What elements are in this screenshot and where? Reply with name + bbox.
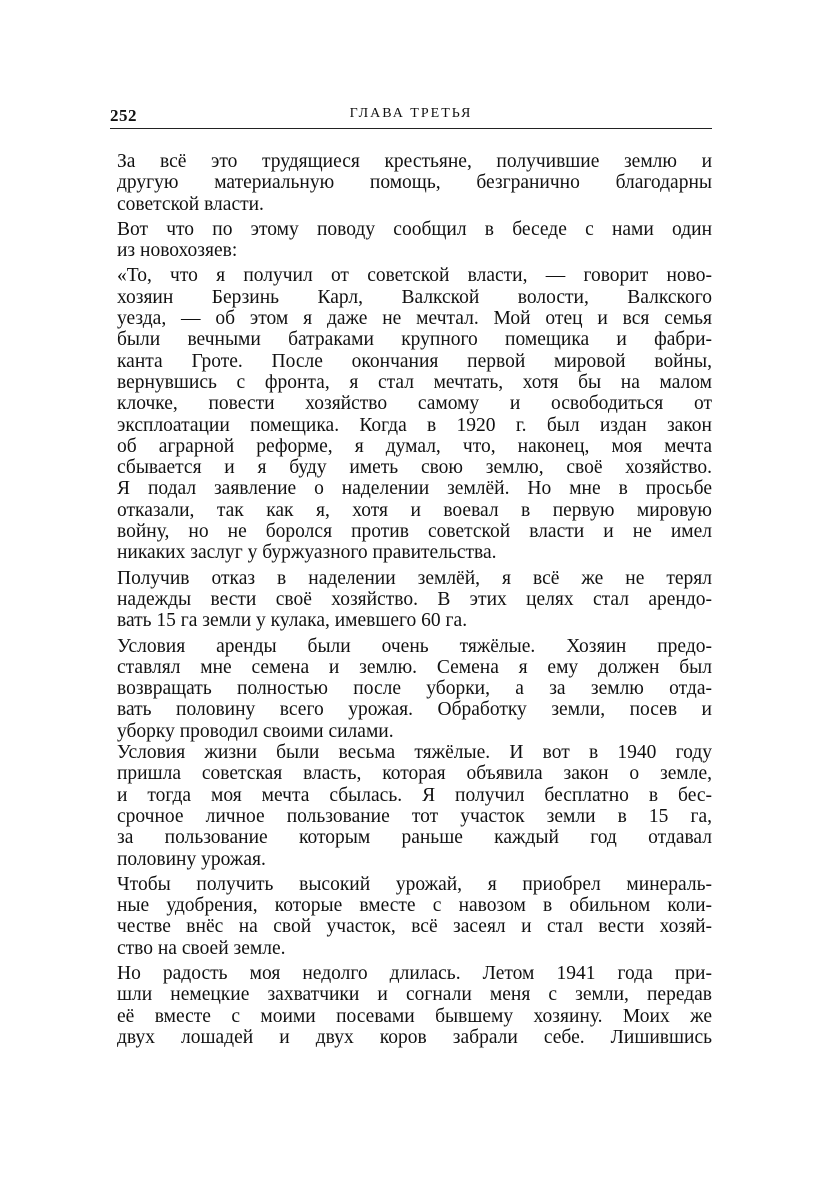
running-title: ГЛАВА ТРЕТЬЯ xyxy=(349,106,473,121)
text-line: двух лошадей и двух коров забрали себе. Лишившись xyxy=(117,1026,712,1048)
text-line: за пользование которым раньше каждый год отдавал xyxy=(117,827,712,849)
text-line: надежды вести своё хозяйство. В этих целях стал арендо- xyxy=(117,588,712,610)
text-line: ставлял мне семена и землю. Семена я ему должен был xyxy=(117,656,712,678)
text-line: уборку проводил своими силами. xyxy=(117,720,394,742)
text-line: честве внёс на свой участок, всё засеял и стал вести хозяй- xyxy=(117,916,712,938)
text-line: вать половину всего урожая. Обработку земли, посев и xyxy=(117,699,712,721)
text-line: Но радость моя недолго длилась. Летом 1941 года при- xyxy=(117,962,712,984)
text-line: отказали, так как я, хотя и воевал в первую мировую xyxy=(117,499,712,521)
text-line: Получив отказ в наделении землёй, я всё же не терял xyxy=(117,567,712,589)
text-line: уезда, — об этом я даже не мечтал. Мой отец и вся семья xyxy=(117,308,712,330)
text-line: ные удобрения, которые вместе с навозом в обильном коли- xyxy=(117,895,712,917)
header-rule xyxy=(110,128,712,129)
text-line: ство на своей земле. xyxy=(117,937,286,959)
text-line: никаких заслуг у буржуазного правительства. xyxy=(117,542,497,564)
text-line: её вместе с моими посевами бывшему хозяину. Моих же xyxy=(117,1005,712,1027)
text-line: эксплоатации помещика. Когда в 1920 г. был издан закон xyxy=(117,414,712,436)
text-line: За всё это трудящиеся крестьяне, получившие землю и xyxy=(117,151,712,172)
text-line: шли немецкие захватчики и согнали меня с земли, передав xyxy=(117,984,712,1006)
paragraph xyxy=(117,151,712,215)
text-line: Условия жизни были весьма тяжёлые. И вот в 1940 году xyxy=(117,742,712,764)
text-line: клочке, повести хозяйство самому и освободиться от xyxy=(117,393,712,415)
text-line: канта Гроте. После окончания первой мировой войны, xyxy=(117,350,712,372)
text-line: срочное личное пользование тот участок земли в 15 га, xyxy=(117,805,712,827)
body-text xyxy=(117,151,712,1048)
text-line: сбывается и я буду иметь свою землю, своё хозяйство. xyxy=(117,457,712,479)
text-line: войну, но не боролся против советской власти и не имел xyxy=(117,521,712,543)
text-line: половину урожая. xyxy=(117,848,266,870)
paragraph xyxy=(117,568,712,632)
text-line: Условия аренды были очень тяжёлые. Хозяин предо- xyxy=(117,635,712,657)
text-line: Я подал заявление о наделении землёй. Но мне в просьбе xyxy=(117,478,712,500)
paragraph xyxy=(117,963,712,1048)
text-line: возвращать полностью после уборки, а за землю отда- xyxy=(117,678,712,700)
paragraph xyxy=(117,636,712,742)
text-line: и тогда моя мечта сбылась. Я получил бесплатно в бес- xyxy=(117,784,712,806)
text-line: из новохозяев: xyxy=(117,240,238,262)
text-line: советской власти. xyxy=(117,193,264,215)
running-head xyxy=(110,104,712,130)
text-line: были вечными батраками крупного помещика и фабри- xyxy=(117,329,712,351)
text-line: вернувшись с фронта, я стал мечтать, хотя бы на малом xyxy=(117,371,712,393)
text-line: Вот что по этому поводу сообщил в беседе с нами один xyxy=(117,218,712,240)
text-line: «То, что я получил от советской власти, — говорит ново- xyxy=(117,265,712,287)
text-line: Чтобы получить высокий урожай, я приобрел минераль- xyxy=(117,873,712,895)
paragraph xyxy=(117,265,712,563)
text-line: вать 15 га земли у кулака, имевшего 60 га. xyxy=(117,610,468,632)
paragraph xyxy=(117,874,712,959)
text-line: пришла советская власть, которая объявила закон о земле, xyxy=(117,763,712,785)
text-line: другую материальную помощь, безгранично благодарны xyxy=(117,172,712,194)
paragraph xyxy=(117,742,712,870)
text-line: хозяин Берзинь Карл, Валкской волости, Валкского xyxy=(117,286,712,308)
paragraph xyxy=(117,219,712,262)
text-line: об аграрной реформе, я думал, что, наконец, моя мечта xyxy=(117,435,712,457)
page-number: 252 xyxy=(110,106,137,125)
